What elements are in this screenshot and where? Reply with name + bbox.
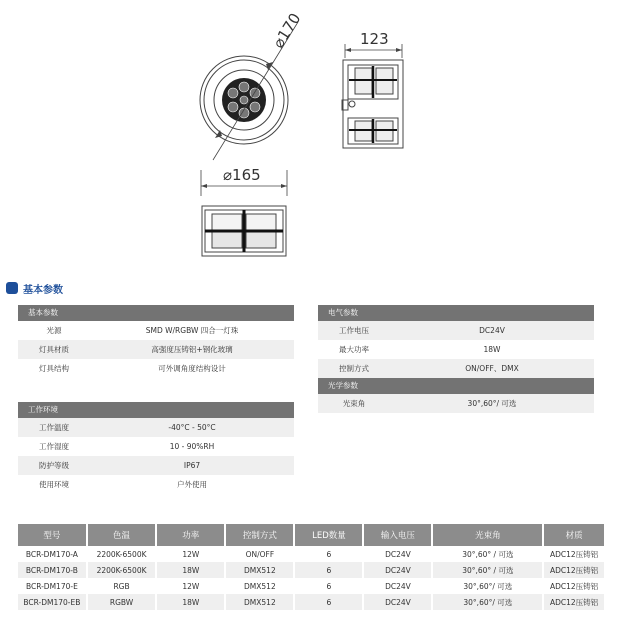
env-row-value: IP67: [183, 461, 201, 470]
cell-led-count: 6: [294, 594, 363, 610]
cell-model: BCR-DM170-A: [18, 546, 87, 562]
env-row-label: 防护等级: [39, 461, 69, 470]
cell-cct: 2200K-6500K: [87, 562, 157, 578]
env-row: [18, 437, 294, 456]
col-header-beam: 光束角: [432, 524, 543, 546]
basic-row-label: 光源: [46, 326, 62, 335]
section-title: 基本参数: [23, 284, 63, 296]
cell-led-count: 6: [294, 546, 363, 562]
electrical-row-value: ON/OFF、DMX: [465, 364, 519, 373]
table-row: [18, 546, 604, 562]
cell-beam: 30°,60°/ 可选: [432, 594, 543, 610]
cell-material: ADC12压铸铝: [543, 594, 604, 610]
optical-row-value: 30°,60°/ 可选: [467, 399, 517, 408]
cell-model: BCR-DM170-EB: [18, 594, 87, 610]
cell-led-count: 6: [294, 562, 363, 578]
product-table: [18, 524, 604, 610]
cell-cct: 2200K-6500K: [87, 546, 157, 562]
cell-control: ON/OFF: [225, 546, 294, 562]
env-row-value: 10 - 90%RH: [169, 442, 215, 451]
table-row: [18, 578, 604, 594]
basic-params-header: 基本参数: [18, 305, 294, 321]
cell-voltage: DC24V: [363, 578, 432, 594]
electrical-row-label: 最大功率: [339, 345, 369, 354]
env-row-label: 工作湿度: [39, 442, 69, 451]
cell-voltage: DC24V: [363, 594, 432, 610]
env-params-header: 工作环境: [18, 402, 294, 418]
diameter-165-label: ⌀165: [223, 166, 261, 184]
product-table-header-row: [18, 524, 604, 546]
basic-row-value: SMD W/RGBW 四合一灯珠: [145, 326, 239, 335]
basic-row-label: 灯具材质: [39, 345, 69, 354]
electrical-row-value: 18W: [483, 345, 501, 354]
table-row: [18, 562, 604, 578]
env-row: [18, 418, 294, 437]
basic-params-table: [18, 305, 294, 378]
cell-model: BCR-DM170-B: [18, 562, 87, 578]
env-row: [18, 456, 294, 475]
cell-voltage: DC24V: [363, 546, 432, 562]
electrical-params-table: [318, 305, 594, 413]
cell-material: ADC12压铸铝: [550, 581, 599, 591]
basic-row-label: 灯具结构: [39, 364, 69, 373]
electrical-row-label: 工作电压: [339, 326, 369, 335]
cell-control: DMX512: [225, 578, 294, 594]
col-header-power: 功率: [156, 524, 225, 546]
electrical-row: [318, 340, 594, 359]
col-header-control: 控制方式: [225, 524, 294, 546]
cell-beam: 30°,60°/ 可选: [432, 578, 543, 594]
drawings-svg: [0, 0, 642, 270]
col-header-led-count: LED数量: [294, 524, 363, 546]
col-header-cct: 色温: [87, 524, 157, 546]
basic-row: [18, 321, 294, 340]
cell-material: ADC12压铸铝: [543, 562, 604, 578]
side-width-123-label: 123: [360, 30, 389, 48]
cell-model: BCR-DM170-E: [18, 578, 87, 594]
cell-beam: 30°,60° / 可选: [432, 546, 543, 562]
env-row-label: 使用环境: [39, 480, 69, 489]
env-row: [18, 475, 294, 494]
cell-control: DMX512: [225, 594, 294, 610]
basic-row-value: 可外调角度结构设计: [158, 364, 226, 373]
diameter-170-label: ⌀170: [269, 9, 305, 52]
cell-power: 12W: [156, 546, 225, 562]
electrical-row-label: 控制方式: [339, 364, 369, 373]
cell-cct: RGB: [87, 578, 157, 594]
env-row-value: 户外使用: [177, 480, 207, 489]
cell-power: 18W: [156, 594, 225, 610]
basic-row: [18, 340, 294, 359]
electrical-params-header: 电气参数: [318, 305, 594, 321]
side-view-drawing: [342, 44, 403, 148]
cell-led-count: 6: [294, 578, 363, 594]
front-view-drawing: [202, 206, 286, 256]
cell-power: 18W: [156, 562, 225, 578]
optical-row-label: 光束角: [342, 399, 366, 408]
cell-material: ADC12压铸铝: [550, 549, 599, 559]
col-header-voltage: 输入电压: [363, 524, 432, 546]
section-header: [6, 280, 63, 296]
section-bullet-icon: [6, 282, 18, 294]
col-header-model: 型号: [18, 524, 87, 546]
cell-cct: RGBW: [87, 594, 157, 610]
env-row-value: -40°C - 50°C: [168, 423, 216, 432]
cell-beam: 30°,60° / 可选: [432, 562, 543, 578]
basic-row-value: 高强度压铸铝+钢化玻璃: [151, 345, 233, 354]
env-row-label: 工作温度: [39, 423, 69, 432]
table-row: [18, 594, 604, 610]
cell-voltage: DC24V: [363, 562, 432, 578]
electrical-row: [318, 321, 594, 340]
optical-row: [318, 394, 594, 413]
electrical-row-value: DC24V: [479, 326, 505, 335]
col-header-material: 材质: [543, 524, 604, 546]
env-params-table: [18, 402, 294, 494]
basic-row: [18, 359, 294, 378]
electrical-row: [318, 359, 594, 378]
cell-control: DMX512: [225, 562, 294, 578]
optical-params-header: 光学参数: [318, 378, 594, 394]
cell-power: 12W: [156, 578, 225, 594]
technical-drawings: [0, 0, 642, 270]
